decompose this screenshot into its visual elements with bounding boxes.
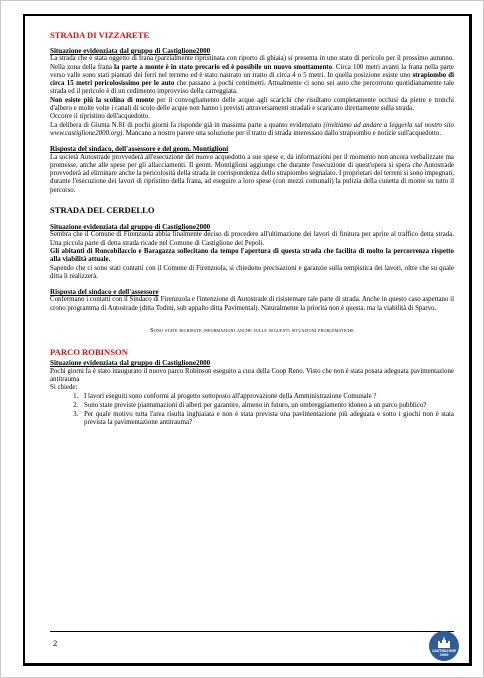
castiglione2000-logo xyxy=(429,631,459,661)
subheading-situazione: Situazione evidenziata dal gruppo di Castiglione2000 xyxy=(50,359,211,368)
subheading-risposta: Risposta del sindaco e dell'assessore xyxy=(50,288,159,297)
paragraph: La delibera di Giunta N.81 di pochi giorni fa risponde già in massima parte a quanto evidenziato (invitiamo ad andare a leggerla sul nostro sito www.castiglione2000.org). Mancano a nostro parere una soluzione per il tratto di strada interessato dallo strapiombo e notizie sull'acquedotto. xyxy=(50,121,454,137)
paragraph: Sembra che il Comune di Firenzuola abbia finalmente deciso di procedere all'ultimazione dei lavori di finitura per aprire al traffico detta strada. Una piccola parte di detta strada ricade nel Comune di Castiglione dei Pepoli. xyxy=(50,231,454,247)
paragraph: Confermano i contatti con il Sindaco di Firenzuola e l'intenzione di Autostrade di risistemare tale parte di strada. Anche in questo caso aspettano il crono programma di Autostrade (ditta Todini, sub appalto ditta Pavimental). Naturalmente la priorità non è questa, ma la viabilità di Sparvo. xyxy=(50,296,454,312)
paragraph: Pochi giorni fa è stato inaugurato il nuovo parco Robinson eseguito a cura della Coop Reno. Visto che non è stata posata adeguata pavimentazione antitrauma xyxy=(50,367,454,383)
footer-divider xyxy=(50,631,454,632)
paragraph: Occorre il ripristino dell'acquedotto. xyxy=(50,113,150,121)
list-item: 2. Sono state previste piantumazioni di alberi per garantire, almeno in futuro, un ombreggiamento idoneo a un parco pubblico? xyxy=(80,402,454,410)
paragraph: La strada che è stata oggetto di frana (parzialmente ripristinata con riporto di ghiaia) si presenta in uno stato di pericolo per il prossimo autunno. Nella zona della frana la parte a monte è in stato precario ed è possibile un nuovo smottamento. Circa 100 metri avanti la frana nella parte verso valle sono stati piantati dei ferri nel terreno ed è stato nastrato un tratto di circa 4 o 5 metri. In quella posizione esiste uno strapiombo di circa 15 metri pericolosissimo per le auto che passano a pochi centimetri. Attualmente ci sono sei auto che percorrono quotidianamente tale strada ed il pericolo è di un cedimento improvviso della carreggiata. xyxy=(50,55,454,96)
section-title-vizzarete: STRADA DI VIZZARETE xyxy=(50,30,150,40)
list-item: 1. I lavori eseguiti sono conformi al progetto sottoposto all'approvazione della Amministrazione Comunale ? xyxy=(80,393,454,401)
subheading-risposta: Risposta del sindaco, dell'assessore e del geom. Montiglioni xyxy=(50,145,229,154)
question-list xyxy=(50,393,454,428)
section-title-parco-robinson: PARCO ROBINSON xyxy=(50,347,128,358)
page-content xyxy=(50,30,454,429)
subheading-situazione: Situazione evidenziata dal gruppo di Castiglione2000 xyxy=(50,47,211,55)
paragraph: La società Autostrade provvederà all'esecuzione del nuovo acquedotto a sue spese e, da informazioni per il momento non ancora verbalizzate ma promesse, anche alle spese per gli allacciamenti. Il geom. Montiglioni aggiunge che durante l'esecuzione di quest'opera si spera che Autostrade provvederà ad eliminare anche la pericolosità della strada in corrispondenza dello strapiombo segnalato. I proprietari dei terreni si sono impegnati, durante l'esecuzione dei lavori di ripristino della frana, ad eseguire a loro spese (con mezzi comunali) la pulizia della cunetta di monte su tutto il percorso. xyxy=(50,153,454,194)
list-item: 3. Per quale motivo tutta l'area risulta inghiaiata e non è stata prevista una pavimentazione più adeguata e sotto i giochi non è stata prevista la pavimentazione antitrauma? xyxy=(80,411,454,428)
page-number: 2 xyxy=(53,638,58,648)
paragraph: Non esiste più la scolina di monte per il convogliamento delle acque agli scarichi che risultano completamente occlusi da pietre e tronchi d'albero e molte volte i canali di scolo delle acque non hanno i previsti attraversamenti stradali e scaricano direttamente sulla strada. xyxy=(50,96,454,113)
paragraph: Si chiede: xyxy=(50,384,78,392)
paragraph: Gli abitanti di Roncobilaccio e Baragazza sollecitano da tempo l'apertura di questa strada che facilita di molto la percorrenza rispetto alla viabilità attuale. xyxy=(50,247,454,264)
subheading-situazione: Situazione evidenziata dal gruppo di Castiglione2000 xyxy=(50,223,211,232)
middle-note: Sono state richieste informazioni anche sulle seguenti situazioni problematiche xyxy=(150,327,354,335)
logo-lettering: CASTIGLIONE 2000 xyxy=(432,649,456,657)
paragraph: Sapendo che ci sono stati contatti con il Comune di Firenzuola, si chiedono precisazioni e garanzie sulla tempistica dei lavori, oltre che su quale ditta li realizzerà. xyxy=(50,264,454,280)
section-title-cerdello: STRADA DEL CERDELLO xyxy=(50,205,155,216)
